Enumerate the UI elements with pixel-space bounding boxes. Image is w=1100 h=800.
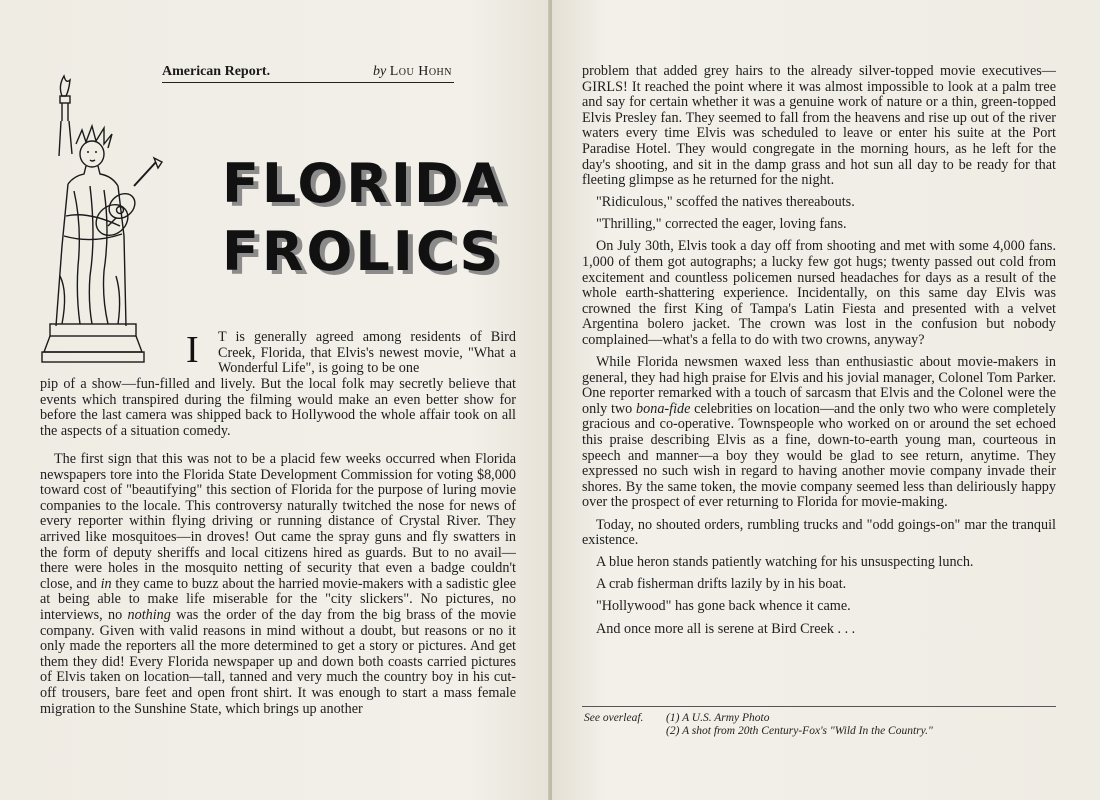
p5-emphasis-bona-fide: bona-fide (636, 400, 691, 417)
paragraph-2 (40, 452, 516, 717)
right-paragraph-5 (582, 355, 1056, 511)
right-paragraph-4: On July 30th, Elvis took a day off from shooting and met with some 4,000 fans. 1,000 of them got autographs; a lucky few got hugs; twenty passed out cold from excitement and countless policemen nursed headaches for days as a result of the whole earth-shattering experience. Incidentally, on this same day Elvis was crowned the first King of Tampa's Latin Fiesta and presented with a velvet Argentina bolero jacket. The crown was lost in the confusion but nobody complained—what's a fella to do with two crowns, anyway? (582, 238, 1056, 348)
right-paragraph-10: And once more all is serene at Bird Creek . . . (596, 620, 856, 637)
right-paragraph-9: "Hollywood" has gone back whence it came. (596, 598, 851, 615)
right-column (582, 64, 1056, 644)
p2-emphasis-in: in (100, 575, 112, 592)
footnote-note-1: (1) A U.S. Army Photo (666, 712, 770, 724)
title-line-2: FROLICS (222, 220, 502, 283)
p2-part-b: they came to buzz about the harried movie-makers with a sadistic glee at being able to make life miserable for the "city slickers". No pictures, no interviews, no (40, 575, 516, 623)
footnote-note-2: (2) A shot from 20th Century-Fox's "Wild In the Country." (666, 725, 933, 737)
statue-of-liberty-illustration (38, 66, 166, 366)
title-line-1: FLORIDA (222, 152, 507, 215)
right-paragraph-1: problem that added grey hairs to the already silver-topped movie executives—GIRLS! It reached the point where it was almost impossible to look at a palm tree and say for certain whether it was a genuine work of nature or a thin, green-topped Elvis Presley fan. They seemed to fall from the heavens and rise up out of the river waters every time Elvis was scheduled to leave or enter his suite at the Port Paradise Hotel. They would congregate in the morning hours, as he left for the day's shooting, and sit in the damp grass and hot sun all day to be ready for that fleeting glimpse as he returned for the night. (582, 63, 1056, 189)
author-name: Lou Hohn (389, 64, 452, 79)
byline (373, 64, 452, 80)
drop-cap: I (186, 329, 199, 371)
right-page (552, 0, 1100, 800)
article-header (162, 64, 454, 83)
right-paragraph-7: A blue heron stands patiently watching for his unsuspecting lunch. (596, 554, 974, 571)
article-title (222, 150, 522, 286)
right-paragraph-2: "Ridiculous," scoffed the natives thereabouts. (596, 194, 855, 211)
byline-by: by (373, 64, 390, 79)
section-label: American Report. (162, 64, 271, 79)
right-paragraph-6: Today, no shouted orders, rumbling trucks and "odd goings-on" mar the tranquil existence. (582, 516, 1056, 549)
p2-part-c: was the order of the day from the big brass of the movie company. Given with valid reasons in mind without a doubt, but reasons or no it only made the reporters all the more determined to get a story or pictures. And get them they did! Every Florida newspaper up and down both coasts carried pictures of Elvis taken on location—tall, tanned and very much the country boy in his cut-off trousers, bare feet and open front shirt. It was enough to start a mass female migration to the Sunshine State, which brings up another (40, 606, 516, 717)
intro-paragraph-continued: pip of a show—fun-filled and lively. But the local folk may secretly believe that events which transpired during the filming would make an even better show for before the last camera was shipped back to Hollywood the whole affair took on all the aspects of a situation comedy. (40, 376, 516, 439)
p2-emphasis-nothing: nothing (127, 606, 171, 623)
right-paragraph-3: "Thrilling," corrected the eager, loving fans. (596, 216, 847, 233)
p5-part-b: celebrities on location—and the only two who were completely gracious and co-operative. Townspeople who worked on or around the set echoed this praise describing Elvis as a fine, down-to-earth young man, courteous in speech and manner—a boy they would be glad to see return, anytime. They expressed no such wish in regard to having another movie company invade their shores. By the same token, the movie company seemed less than deliriously happy over the prospect of ever returning to Florida for movie-making. (582, 400, 1056, 511)
intro-paragraph: T is generally agreed among residents of Bird Creek, Florida, that Elvis's newest movie, "What a Wonderful Life", is going to be one (218, 329, 516, 377)
p2-part-a: The first sign that this was not to be a placid few weeks occurred when Florida newspapers tore into the Florida State Development Commission for voting $8,000 toward cost of "beautifying" this section of Florida for the purpose of luring movie companies to the locale. This controversy naturally twitched the nose for news of every reporter within flying driving or running distance of Crystal River. They arrived like mosquitoes—in droves! Out came the spray guns and fly swatters in the form of deputy sheriffs and local citizens hired as guards. But to no avail—there were holes in the mosquito netting of security that even a badge couldn't close, and (40, 451, 516, 592)
p5-part-a: While Florida newsmen waxed less than enthusiastic about movie-makers in general, they had high praise for Elvis and his jovial manager, Colonel Tom Parker. One reporter remarked with a touch of sarcasm that Elvis and the Colonel were the only two (582, 354, 1056, 417)
photo-credits-footnote (582, 706, 1056, 737)
right-paragraph-8: A crab fisherman drifts lazily by in his boat. (596, 576, 847, 593)
footnote-label: See overleaf. (584, 712, 644, 724)
